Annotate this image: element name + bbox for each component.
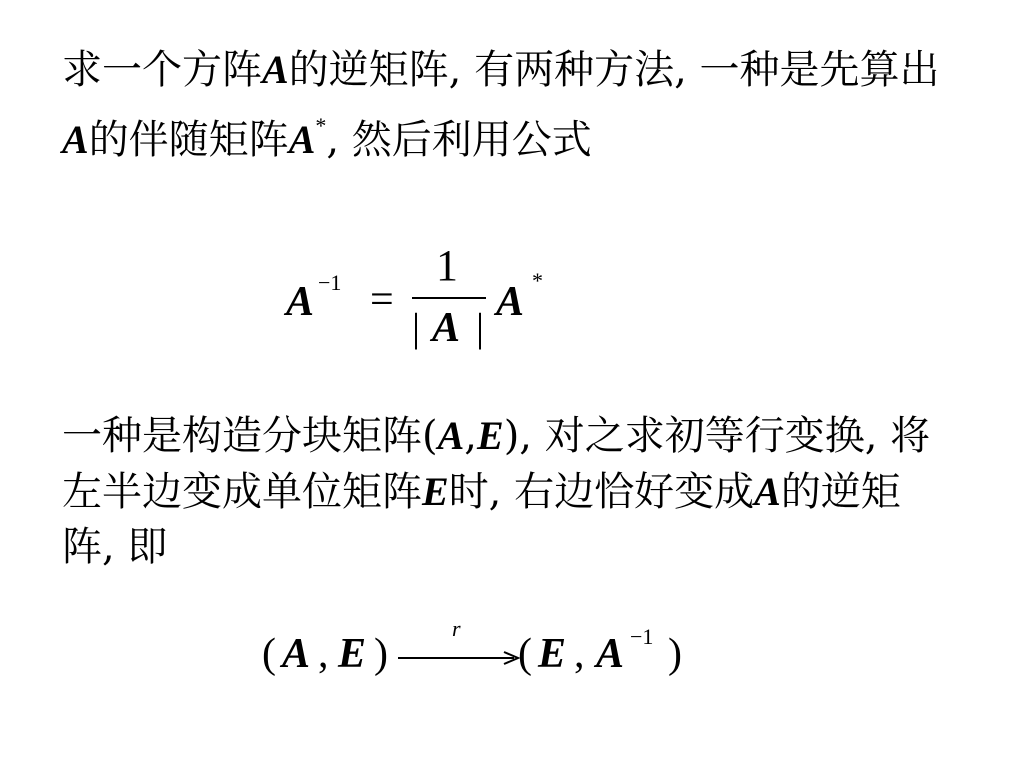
adjugate-star: * xyxy=(315,113,327,138)
denominator-matrix: A xyxy=(432,305,461,351)
matrix-symbol: A xyxy=(262,47,289,92)
matrix-a: A xyxy=(282,631,311,677)
rhs-matrix: A xyxy=(496,279,525,325)
comma: , xyxy=(574,631,585,677)
arrow-label: r xyxy=(452,616,461,641)
text: 的逆矩阵, 即 xyxy=(62,469,901,570)
matrix-symbol: A xyxy=(62,117,89,162)
text: 的逆矩阵, 有两种方法, 一种是先算出 xyxy=(288,47,940,93)
left-paren: ( xyxy=(518,631,532,677)
matrix-symbol: A xyxy=(754,469,781,514)
matrix-symbol: E xyxy=(422,469,449,514)
lhs-exponent: −1 xyxy=(318,270,342,295)
inverse-exponent: −1 xyxy=(630,624,654,649)
abs-left: | xyxy=(412,305,421,350)
matrix-symbol: A xyxy=(437,413,465,458)
matrix-a: A xyxy=(596,631,625,677)
text: 求一个方阵 xyxy=(62,47,262,93)
inverse-formula xyxy=(286,241,566,356)
text: , 然后利用公式 xyxy=(326,117,592,163)
matrix-e: E xyxy=(538,631,567,677)
matrix-e: E xyxy=(338,631,367,677)
text: 时, 右边恰好变成 xyxy=(448,469,755,515)
rhs-exponent: * xyxy=(532,268,543,293)
paragraph-block-matrix-method xyxy=(62,408,942,575)
fraction-bar xyxy=(412,297,486,299)
equals-sign: = xyxy=(370,277,394,323)
abs-right: | xyxy=(476,305,485,350)
comma: , xyxy=(318,631,329,677)
matrix-symbol: A xyxy=(288,117,316,162)
right-paren: ) xyxy=(668,631,682,677)
text: 一种是构造分块矩阵( xyxy=(62,413,438,459)
lhs-matrix: A xyxy=(286,279,315,325)
left-paren: ( xyxy=(262,631,276,677)
paragraph-adjugate-method xyxy=(62,42,942,168)
long-right-arrow-icon xyxy=(398,650,520,666)
text: 的伴随矩阵 xyxy=(88,117,289,163)
numerator: 1 xyxy=(436,241,458,290)
text: ), 对之求初等行变换, 将左半边变成单位矩阵 xyxy=(62,413,931,515)
comma: , xyxy=(464,413,478,459)
row-transform-formula xyxy=(262,616,702,692)
matrix-symbol: E xyxy=(477,413,504,458)
right-paren: ) xyxy=(374,631,388,677)
